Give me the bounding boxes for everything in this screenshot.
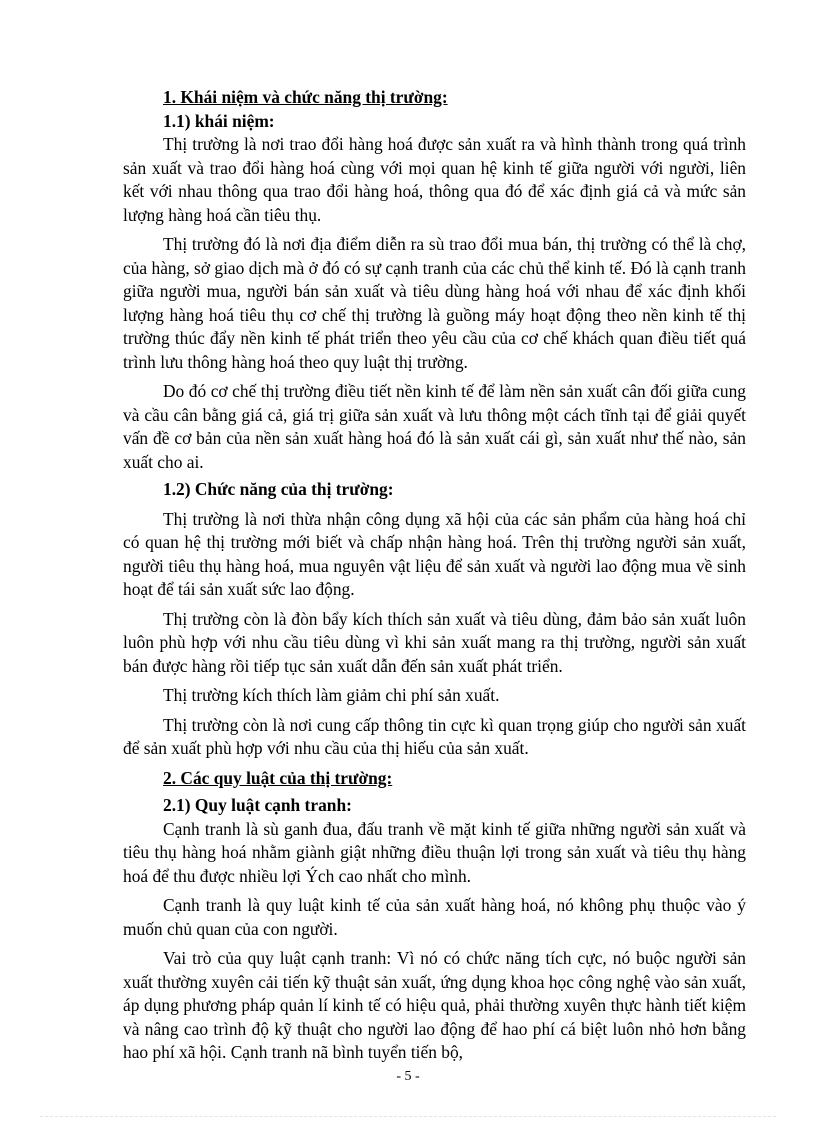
paragraph-5: Thị trường còn là đòn bẩy kích thích sản xuất và tiêu dùng, đảm bảo sản xuất luôn luôn phù hợp với nhu cầu tiêu dùng vì khi sản xuất mang ra thị trường, người sản xuất bán được hàng rồi tiếp tục sản xuất dẫn đến sản xuất phát triển.	[123, 608, 746, 676]
section-heading-1: 1. Khái niệm và chức năng thị trường:	[163, 87, 448, 107]
page-number: - 5 -	[396, 1069, 420, 1084]
subsection-heading-1-2: 1.2) Chức năng của thị trường:	[163, 479, 394, 499]
paragraph-1: Thị trường là nơi trao đổi hàng hoá được sản xuất ra và hình thành trong quá trình sản xuất và trao đổi hàng hoá cùng với mọi quan hệ kinh tế giữa người với người, liên kết với nhau thông qua trao đổi hàng hoá, thông qua đó để xác định giá cả và mức sản lượng hàng hoá cần tiêu thụ.	[123, 134, 746, 225]
paragraph-6: Thị trường kích thích làm giảm chi phí sản xuất.	[163, 685, 500, 705]
paragraph-8: Cạnh tranh là sù ganh đua, đấu tranh về mặt kinh tế giữa những người sản xuất và tiêu thụ hàng hoá nhằm giành giật những điều thuận lợi trong sản xuất và tiêu thụ hàng hoá để thu được nhiều lợi Ých cao nhất cho mình.	[123, 818, 746, 886]
section-heading-2: 2. Các quy luật của thị trường:	[163, 767, 393, 788]
document-body	[123, 86, 746, 1065]
subsection-heading-1-1: 1.1) khái niệm:	[163, 110, 275, 131]
subsection-heading-2-1: 2.1) Quy luật cạnh tranh:	[163, 795, 352, 815]
paragraph-9: Cạnh tranh là quy luật kinh tế của sản xuất hàng hoá, nó không phụ thuộc vào ý muốn chủ quan của con người.	[123, 895, 746, 939]
paragraph-7: Thị trường còn là nơi cung cấp thông tin cực kì quan trọng giúp cho người sản xuất để sản xuất phù hợp với nhu cầu của thị hiếu của sản xuất.	[123, 714, 746, 758]
paragraph-2: Thị trường đó là nơi địa điểm diễn ra sù trao đổi mua bán, thị trường có thể là chợ, của hàng, sở giao dịch mà ở đó có sự cạnh tranh của các chủ thể kinh tế. Đó là cạnh tranh giữa người mua, người bán sản xuất và tiêu dùng hàng hoá với nhau để xác định khối lượng hàng hoá tiêu thụ cơ chế thị trường là guồng máy hoạt động theo nền kinh tế thị trường thúc đẩy nền kinh tế phát triển theo yêu cầu của cơ chế khách quan điều tiết quá trình lưu thông hàng hoá theo quy luật thị trường.	[123, 234, 746, 372]
page-bottom-divider	[40, 1116, 776, 1117]
paragraph-3: Do đó cơ chế thị trường điều tiết nền kinh tế để làm nền sản xuất cân đối giữa cung và cầu cân bằng giá cả, giá trị giữa sản xuất và lưu thông một cách tĩnh tại để giải quyết vấn đề cơ bản của nền sản xuất hàng hoá đó là sản xuất cái gì, sản xuất như thế nào, sản xuất cho ai.	[123, 381, 746, 472]
paragraph-10: Vai trò của quy luật cạnh tranh: Vì nó có chức năng tích cực, nó buộc người sản xuất thường xuyên cải tiến kỹ thuật sản xuất, ứng dụng khoa học công nghệ vào sản xuất, áp dụng phương pháp quản lí kinh tế có hiệu quả, phải thường xuyên thực hành tiết kiệm và nâng cao trình độ kỹ thuật cho người lao động để hao phí cá biệt luôn nhỏ hơn bằng hao phí xã hội. Cạnh tranh nã bình tuyển tiến bộ,	[123, 948, 746, 1062]
paragraph-4: Thị trường là nơi thừa nhận công dụng xã hội của các sản phẩm của hàng hoá chỉ có quan hệ thị trường mới biết và chấp nhận hàng hoá. Trên thị trường người sản xuất, người tiêu thụ hàng hoá, mua nguyên vật liệu để sản xuất và người lao động mua về sinh hoạt để tái sản xuất sức lao động.	[123, 508, 746, 599]
